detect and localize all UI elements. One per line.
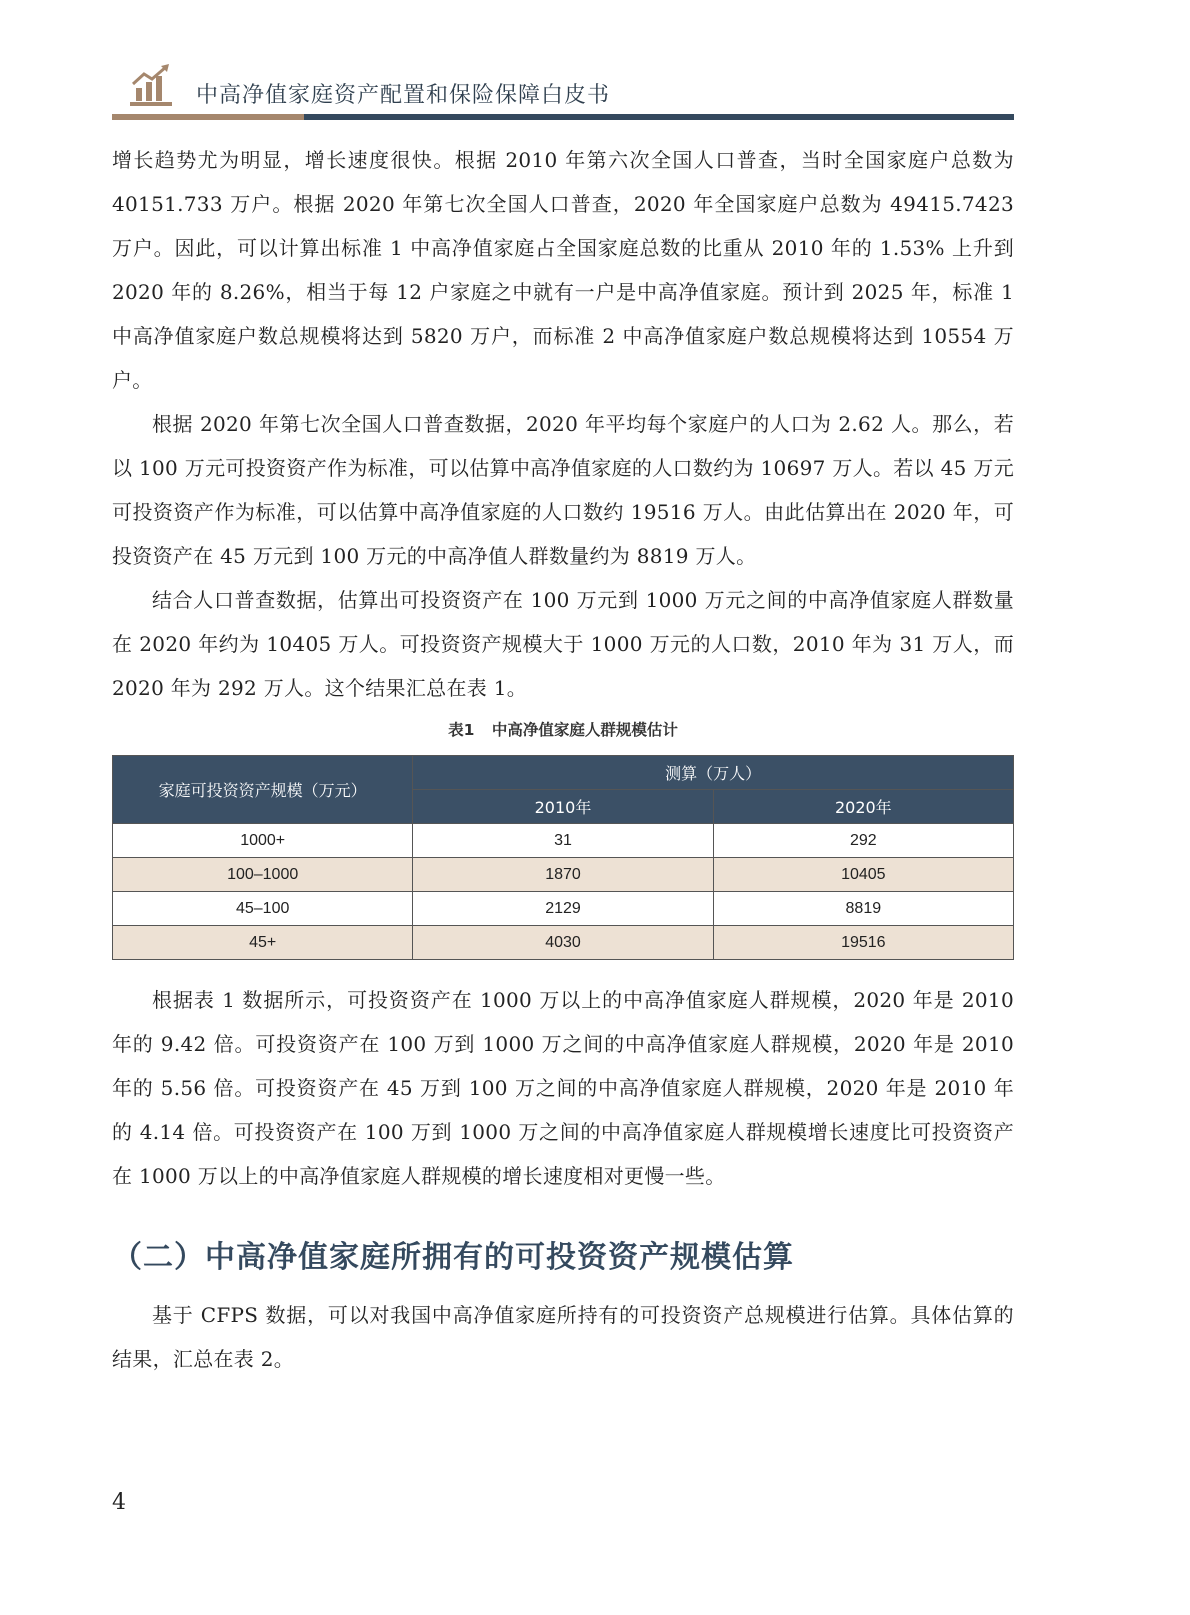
header-rule [304, 114, 1014, 120]
body-text-top [112, 138, 1014, 710]
table-row [113, 926, 1014, 960]
header-title: 中高净值家庭资产配置和保险保障白皮书 [196, 83, 611, 108]
table-caption [112, 718, 1014, 740]
header-rule-accent [112, 114, 304, 120]
cell-2020: 10405 [713, 858, 1013, 892]
paragraph-1: 增长趋势尤为明显，增长速度很快。根据 2010 年第六次全国人口普查，当时全国家庭户总数为 40151.733 万户。根据 2020 年第七次全国人口普查，2020 年全国家庭户总数为 49415.7423 万户。因此，可以计算出标准 1 中高净值家庭占全国家庭总数的比重从 2010 年的 1.53% 上升到 2020 年的 8.26%，相当于每 12 户家庭之中就有一户是中高净值家庭。预计到 2025 年，标准 1 中高净值家庭户数总规模将达到 5820 万户，而标准 2 中高净值家庭户数总规模将达到 10554 万户。 [112, 148, 1014, 392]
cell-scale: 45+ [113, 926, 413, 960]
table-row [113, 892, 1014, 926]
header-2010: 2010年 [413, 790, 713, 824]
page-header [112, 58, 1014, 120]
cell-scale: 1000+ [113, 824, 413, 858]
paragraph-5: 基于 CFPS 数据，可以对我国中高净值家庭所持有的可投资资产总规模进行估算。具体估算的结果，汇总在表 2。 [112, 1303, 1014, 1371]
page-number: 4 [112, 1490, 126, 1515]
table-caption-title: 中高净值家庭人群规模估计 [491, 721, 678, 739]
table-row [113, 858, 1014, 892]
cell-scale: 45–100 [113, 892, 413, 926]
table-caption-number: 表1 [448, 721, 475, 739]
cell-scale: 100–1000 [113, 858, 413, 892]
cell-2020: 292 [713, 824, 1013, 858]
population-scale-table [112, 755, 1014, 960]
cell-2020: 8819 [713, 892, 1013, 926]
paragraph-2: 根据 2020 年第七次全国人口普查数据，2020 年平均每个家庭户的人口为 2.62 人。那么，若以 100 万元可投资资产作为标准，可以估算中高净值家庭的人口数约为 10697 万人。若以 45 万元可投资资产作为标准，可以估算中高净值家庭的人口数约 19516 万人。由此估算出在 2020 年，可投资资产在 45 万元到 100 万元的中高净值人群数量约为 8819 万人。 [112, 412, 1014, 568]
cell-2010: 1870 [413, 858, 713, 892]
header-2020: 2020年 [713, 790, 1013, 824]
header-estimate-group: 测算（万人） [413, 756, 1014, 790]
cell-2010: 2129 [413, 892, 713, 926]
body-text-after-table [112, 978, 1014, 1198]
bar-chart-growth-icon [130, 64, 172, 106]
cell-2010: 4030 [413, 926, 713, 960]
header-scale: 家庭可投资资产规模（万元） [113, 756, 413, 824]
section-heading: （二）中高净值家庭所拥有的可投资资产规模估算 [112, 1240, 794, 1275]
table-row [113, 824, 1014, 858]
paragraph-3: 结合人口普查数据，估算出可投资资产在 100 万元到 1000 万元之间的中高净值家庭人群数量在 2020 年约为 10405 万人。可投资资产规模大于 1000 万元的人口数，2010 年为 31 万人，而 2020 年为 292 万人。这个结果汇总在表 1。 [112, 588, 1014, 700]
cell-2010: 31 [413, 824, 713, 858]
paragraph-4: 根据表 1 数据所示，可投资资产在 1000 万以上的中高净值家庭人群规模，2020 年是 2010 年的 9.42 倍。可投资资产在 100 万到 1000 万之间的中高净值家庭人群规模，2020 年是 2010 年的 5.56 倍。可投资资产在 45 万到 100 万之间的中高净值家庭人群规模，2020 年是 2010 年的 4.14 倍。可投资资产在 100 万到 1000 万之间的中高净值家庭人群规模增长速度比可投资资产在 1000 万以上的中高净值家庭人群规模的增长速度相对更慢一些。 [112, 988, 1014, 1188]
cell-2020: 19516 [713, 926, 1013, 960]
body-text-section [112, 1293, 1014, 1381]
